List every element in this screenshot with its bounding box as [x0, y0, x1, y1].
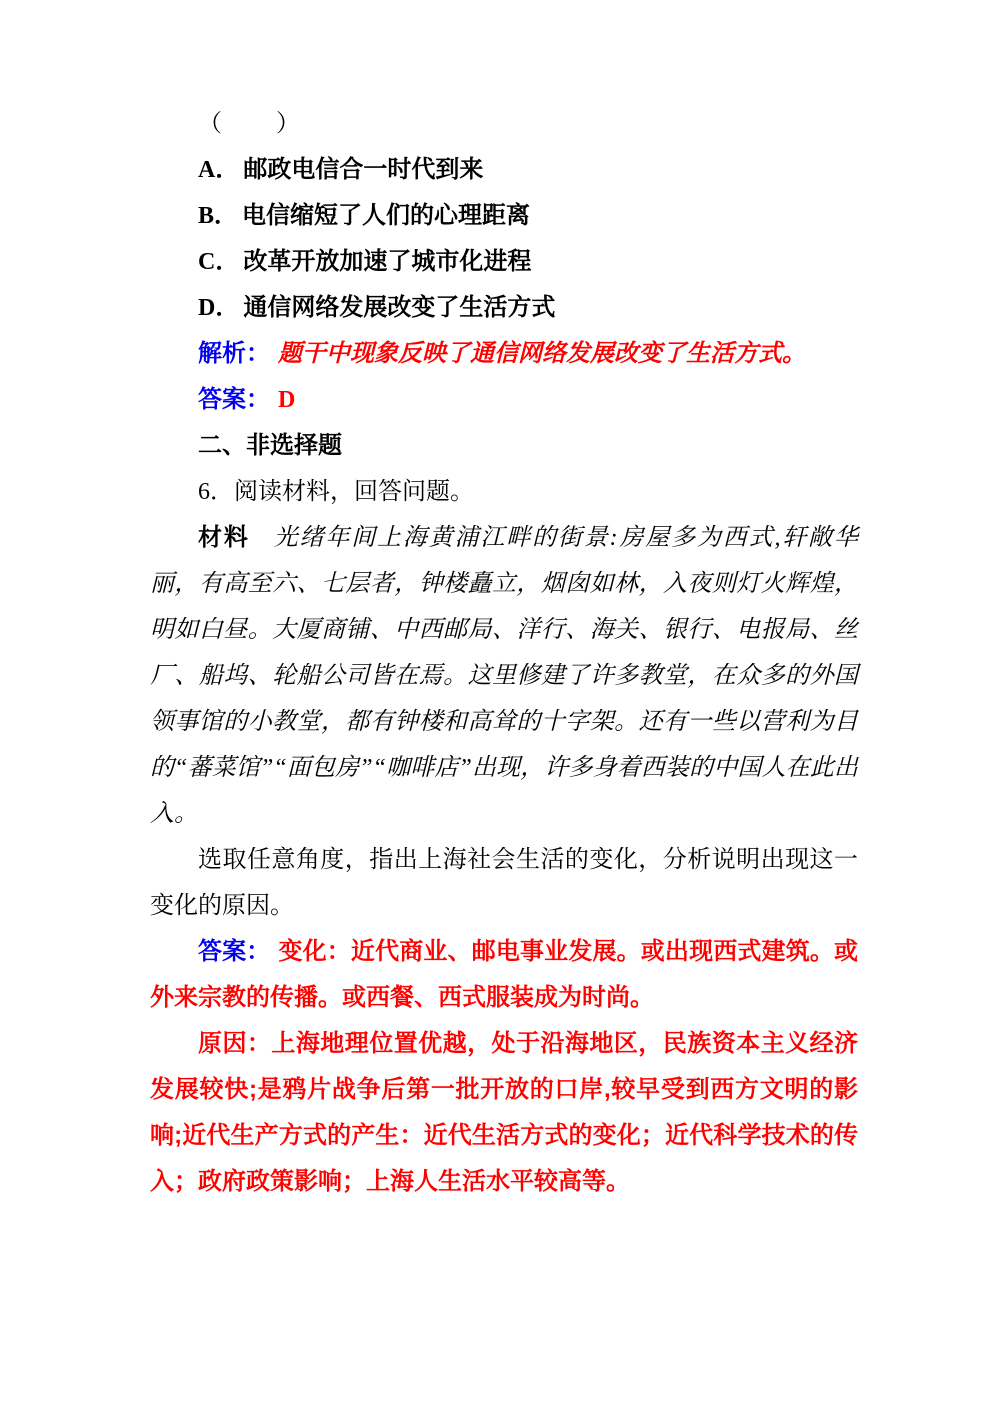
- analysis-text: 题干中现象反映了通信网络发展改变了生活方式。: [278, 341, 806, 367]
- question6-intro-text: 6．阅读材料，回答问题。: [198, 479, 474, 505]
- reason-paragraph: [150, 1021, 858, 1205]
- option-a-text: 邮政电信合一时代到来: [243, 156, 484, 183]
- section-heading: [150, 423, 858, 469]
- option-d-letter: D．: [198, 295, 240, 321]
- answer-change-text: 变化：近代商业、邮电事业发展。或出现西式建筑。或外来宗教的传播。或西餐、西式服装成为时尚。: [150, 938, 859, 1011]
- bracket-text: （ ）: [198, 111, 302, 137]
- option-d-text: 通信网络发展改变了生活方式: [243, 294, 556, 321]
- option-a: [150, 147, 858, 193]
- answer-label-q5: 答案：: [198, 386, 270, 413]
- task-paragraph: [150, 837, 858, 929]
- answer-letter-q5: D: [278, 387, 296, 413]
- reason-text: 原因：上海地理位置优越，处于沿海地区，民族资本主义经济发展较快;是鸦片战争后第一批开放的口岸,较早受到西方文明的影响;近代生产方式的产生：近代生活方式的变化；近代科学技术的传入；政府政策影响；上海人生活水平较高等。: [150, 1030, 858, 1195]
- task-text: 选取任意角度，指出上海社会生活的变化，分析说明出现这一变化的原因。: [150, 847, 858, 919]
- question-answer-bracket: [150, 101, 858, 147]
- answer-label-q6: 答案：: [198, 938, 271, 965]
- option-b-text: 电信缩短了人们的心理距离: [242, 202, 531, 229]
- option-b-letter: B．: [198, 203, 239, 229]
- page-content: [150, 101, 858, 1205]
- material-text: 光绪年间上海黄浦江畔的街景:房屋多为西式,轩敞华丽，有高至六、七层者，钟楼矗立，烟囱如林，入夜则灯火辉煌，明如白昼。大厦商铺、中西邮局、洋行、海关、银行、电报局、丝厂、船坞、轮船公司皆在焉。这里修建了许多教堂，在众多的外国领事馆的小教堂，都有钟楼和高耸的十字架。还有一些以营利为目的“蕃菜馆”“面包房”“咖啡店”出现，许多身着西装的中国人在此出入。: [150, 525, 858, 827]
- material-paragraph: [150, 515, 858, 837]
- question6-intro: [150, 469, 858, 515]
- option-c: [150, 239, 858, 285]
- option-c-text: 改革开放加速了城市化进程: [243, 248, 532, 275]
- material-label: 材料: [198, 524, 250, 551]
- option-b: [150, 193, 858, 239]
- option-a-letter: A．: [198, 157, 240, 183]
- option-d: [150, 285, 858, 331]
- analysis-label: 解析：: [198, 340, 270, 367]
- answer-line-q5: [150, 377, 858, 423]
- analysis-line: [150, 331, 858, 377]
- option-c-letter: C．: [198, 249, 240, 275]
- section-heading-text: 二、非选择题: [198, 432, 342, 459]
- answer-paragraph-q6: [150, 929, 858, 1021]
